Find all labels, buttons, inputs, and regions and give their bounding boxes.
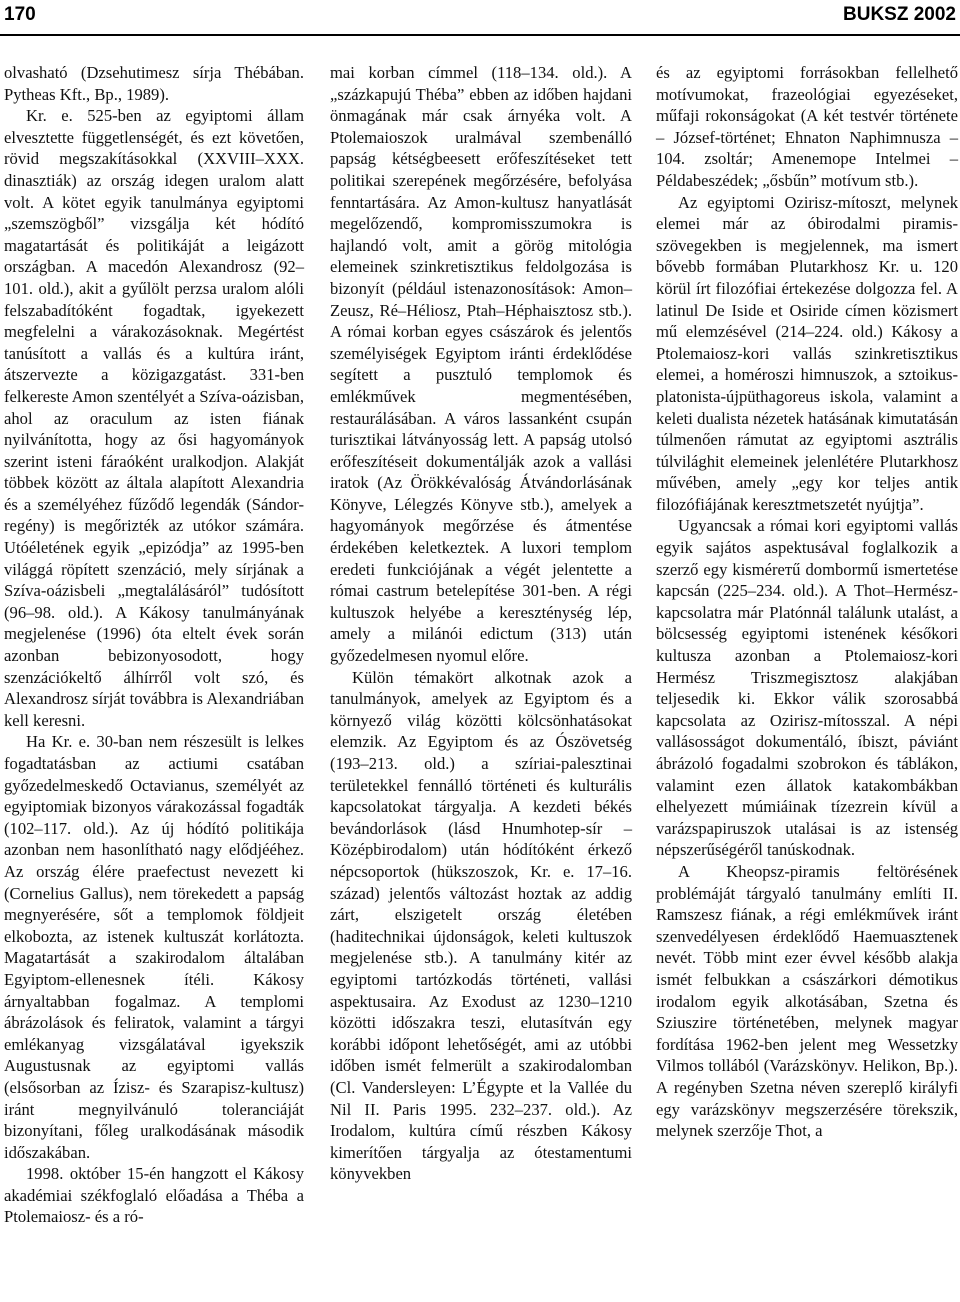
paragraph: Kr. e. 525-ben az egyiptomi állam elvesztette függetlenségét, és ezt követően, rövid megszakításokkal (XXVIII–XXX. dinasztiák) az ország idegen uralom alatt volt. A kötet egyik tanulmánya egyiptomi „szemszögből” vizsgálja két hódító magatartását és politikáját a leigázott országban. A macedón Alexandrosz (92–101. old.), akit a gyűlölt perzsa uralom alóli felszabadítóként fogadtak, igyekezett megfelelni a várakozásoknak. Megértést tanúsított a vallás és a kultúra iránt, átszervezte a közigazgatást. 331-ben felkereste Amon szentélyét a Szíva-oázisban, ahol az oraculum az isten fiának nyilvánította, hogy az ősi hagyományok szerint isteni fáraóként uralkodjon. Alakját többek között az általa alapított Alexandria és a személyéhez fűződő legendák (Sándor-regény) is megőrizték az utókor számára. Utóéletének egyik „epizódja” az 1995-ben világgá röpített szenzáció, mely sírjának a Szíva-oázisbeli „megtalálásáról” tudósított (96–98. old.). A Kákosy tanulmányának megjelenése (1996) óta eltelt évek során azonban bebizonyosodott, hogy szenzációkeltő álhírről volt szó, és Alexandrosz sírját továbbra is Alexandriában kell keresni. xyxy=(4,106,304,730)
paragraph: Ugyancsak a római kori egyiptomi vallás egyik sajátos aspektusával foglalkozik a szerző egy kismérетű dombormű ismertetése kapcsán (225–234. old.). A Thot–Hermész-kapcsolatra már Platónnál találunk utalást, a bölcsesség egyiptomi istenének későkori kultusza azonban a Ptolemaiosz-kori Hermész Triszmegisztosz alakjában teljesedik ki. Ekkor válik szorosabbá kapcsolata az Ozirisz-mítosszal. A népi vallásosságot dokumentáló, íbiszt, páviánt ábrázoló fogadalmi szobrokon és táblákon, valamint ezen állatok katakombákban elhelyezett múmiáinak tízezrein kívül a varázspapiruszok utalásai is az istenség népszerűségéről tanúskodnak. xyxy=(656,516,958,860)
header-rule xyxy=(0,34,960,36)
text-column-3 xyxy=(656,62,958,1142)
paragraph: olvasható (Dzsehutimesz sírja Thébában. Pytheas Kft., Bp., 1989). xyxy=(4,63,304,104)
paragraph: Az egyiptomi Ozirisz-mítoszt, melynek elemei már az óbirodalmi piramis-szövegekben is megjelennek, ma ismert bővebb formában Plutarkhosz Kr. u. 120 körül írt filozófiai értekezése dolgozza fel. A latinul De Iside et Osiride címen közismert mű elemzésével (214–224. old.) Kákosy a Ptolemaiosz-kori vallás szinkretisztikus elemei, a homéroszi himnuszok, a sztoikus-platonista-újpüthagoreus iskola, valamint a keleti dualista nézetek hatásának kimutatásán túlmenően rámutat az egyiptomi asztrális túlvilághit elemeinek jelenlétére Plutarkhosz művében, amely „egy kor teljes antik filozófiájának keresztmetszetét nyújtja”. xyxy=(656,192,958,514)
paragraph: Ha Kr. e. 30-ban nem részesült is lelkes fogadtatásban az actiumi csatában győzedelmeskedő Octavianus, személyét az egyiptomiak bizonyos várakozással fogadták (102–117. old.). Az új hódító politikája azonban nem hasonlítható nagy elődjééhez. Az ország élére praefectust nevezett ki (Cornelius Gallus), nem törekedett a papság megnyerésére, sőt a templomok földjeit elkobozta, az istenek kultuszát korlátozta. Magatartását a szakirodalom általában Egyiptom-ellenesnek ítéli. Kákosy árnyaltabban fogalmaz. A templomi ábrázolások és feliratok, valamint a tárgyi emlékanyag vizsgálatával igyekszik Augustusnak az egyiptomi vallás (elsősorban az Ízisz- és Szarapisz-kultusz) iránt megnyilvánuló toleranciáját bizonyítani, főleg uralkodásának második időszakában. xyxy=(4,732,304,1162)
text-column-2 xyxy=(330,62,632,1185)
text-column-1 xyxy=(4,62,304,1228)
page-number: 170 xyxy=(4,4,36,25)
paragraph: mai korban címmel (118–134. old.). A „százkapujú Théba” ebben az időben hajdani önmagának már csak árnyéka volt. A Ptolemaioszok uralmával szembenálló papság kétségbeesett erőfeszítéseket tett politikai szerepének megőrzésére, befolyása fenntartására. Az Amon-kultusz hanyatlását megelőzendő, kompromisszumokra is hajlandó volt, amit a görög mitológia elemeinek szinkretisztikus feldolgozása is bizonyít (például istenazonosítások: Amon–Zeusz, Ré–Héliosz, Ptah–Héphaisztosz stb.). A római korban egyes császárok és jelentős személyiségek Egyiptom iránti érdeklődése segített a pusztuló templomok és emlékművek megmentésében, restaurálásában. A város lassanként csupán turisztikai látványosság lett. A papság utolsó erőfeszítéseit dokumentálják azok a vallási iratok (Az Örökkévalóság Átvándorlásának Könyve, Lélegzés Könyve stb.), amelyek a hagyományok megőrzése és átmentése érdekében keletkeztek. A luxori templom eredeti funkciójának a végét jelentette a római castrum betelepítése 301-ben. A régi kultuszok helyébe a kereszténység lép, amely a milánói edictum (313) után győzedelmesen nyomul előre. xyxy=(330,63,632,666)
paragraph: A Kheopsz-piramis feltörésének problémáját tárgyaló tanulmány említi II. Ramszesz fiának, a régi emlékművek iránt szenvedélyesen érdeklődő Haemuasztenek nevét. Több mint ezer évvel később alakja ismét felbukkan a császárkori démotikus irodalom egyik alkotásában, Szetna és Sziuszire történetében, melynek magyar fordítása 1962-ben jelent meg Wessetzky Vilmos tollából (Varázskönyv. Helikon, Bp.). A regényben Szetna néven szereplő királyfi egy varázskönyv megszerzésére törekszik, melynek szerzője Thot, a xyxy=(656,861,958,1141)
page-header xyxy=(0,0,960,40)
paragraph: és az egyiptomi forrásokban fellelhető motívumokat, frazeológiai egyezéseket, műfaji rokonságokat (A két testvér története – József-történet; Ehnaton Naphimnusza – 104. zsoltár; Amenemope Intelmei – Példabeszédek; „ősbűn” motívum stb.). xyxy=(656,63,958,190)
paragraph: Külön témakört alkotnak azok a tanulmányok, amelyek az Egyiptom és a környező világ közötti kölcsönhatásokat elemzik. Az Egyiptom és az Ószövetség (193–213. old.) a szíriai-palesztinai területekkel fennálló történeti és kulturális kapcsolatokat tárgyalja. A kezdeti békés bevándorlások (lásd Hnumhotep-sír – Középbirodalom) után hódítóként érkező népcsoportok (hükszoszok, Kr. e. 17–16. század) jelentős változást hoztak az addig zárt, elszigetelt ország életében (haditechnikai újdonságok, keleti kultuszok megjelenése stb.). A tanulmány kitér az egyiptomi tartózkodás történeti, vallási aspektusaira. Az Exodust az 1230–1210 közötti időszakra teszi, elutasítván egy korábbi időpont lehetőségét, ami az utóbbi időben ismét felmerült a szakirodalomban (Cl. Vandersleyen: L’Égypte et la Vallée du Nil II. Paris 1995. 232–237. old.). Az Irodalom, kultúra című részben Kákosy kimerítően tárgyalja az ótestamentumi könyvekben xyxy=(330,667,632,1184)
journal-title: BUKSZ 2002 xyxy=(843,4,956,25)
paragraph: 1998. október 15-én hangzott el Kákosy akadémiai székfoglaló előadása a Théba a Ptolemaiosz- és a ró- xyxy=(4,1164,304,1227)
